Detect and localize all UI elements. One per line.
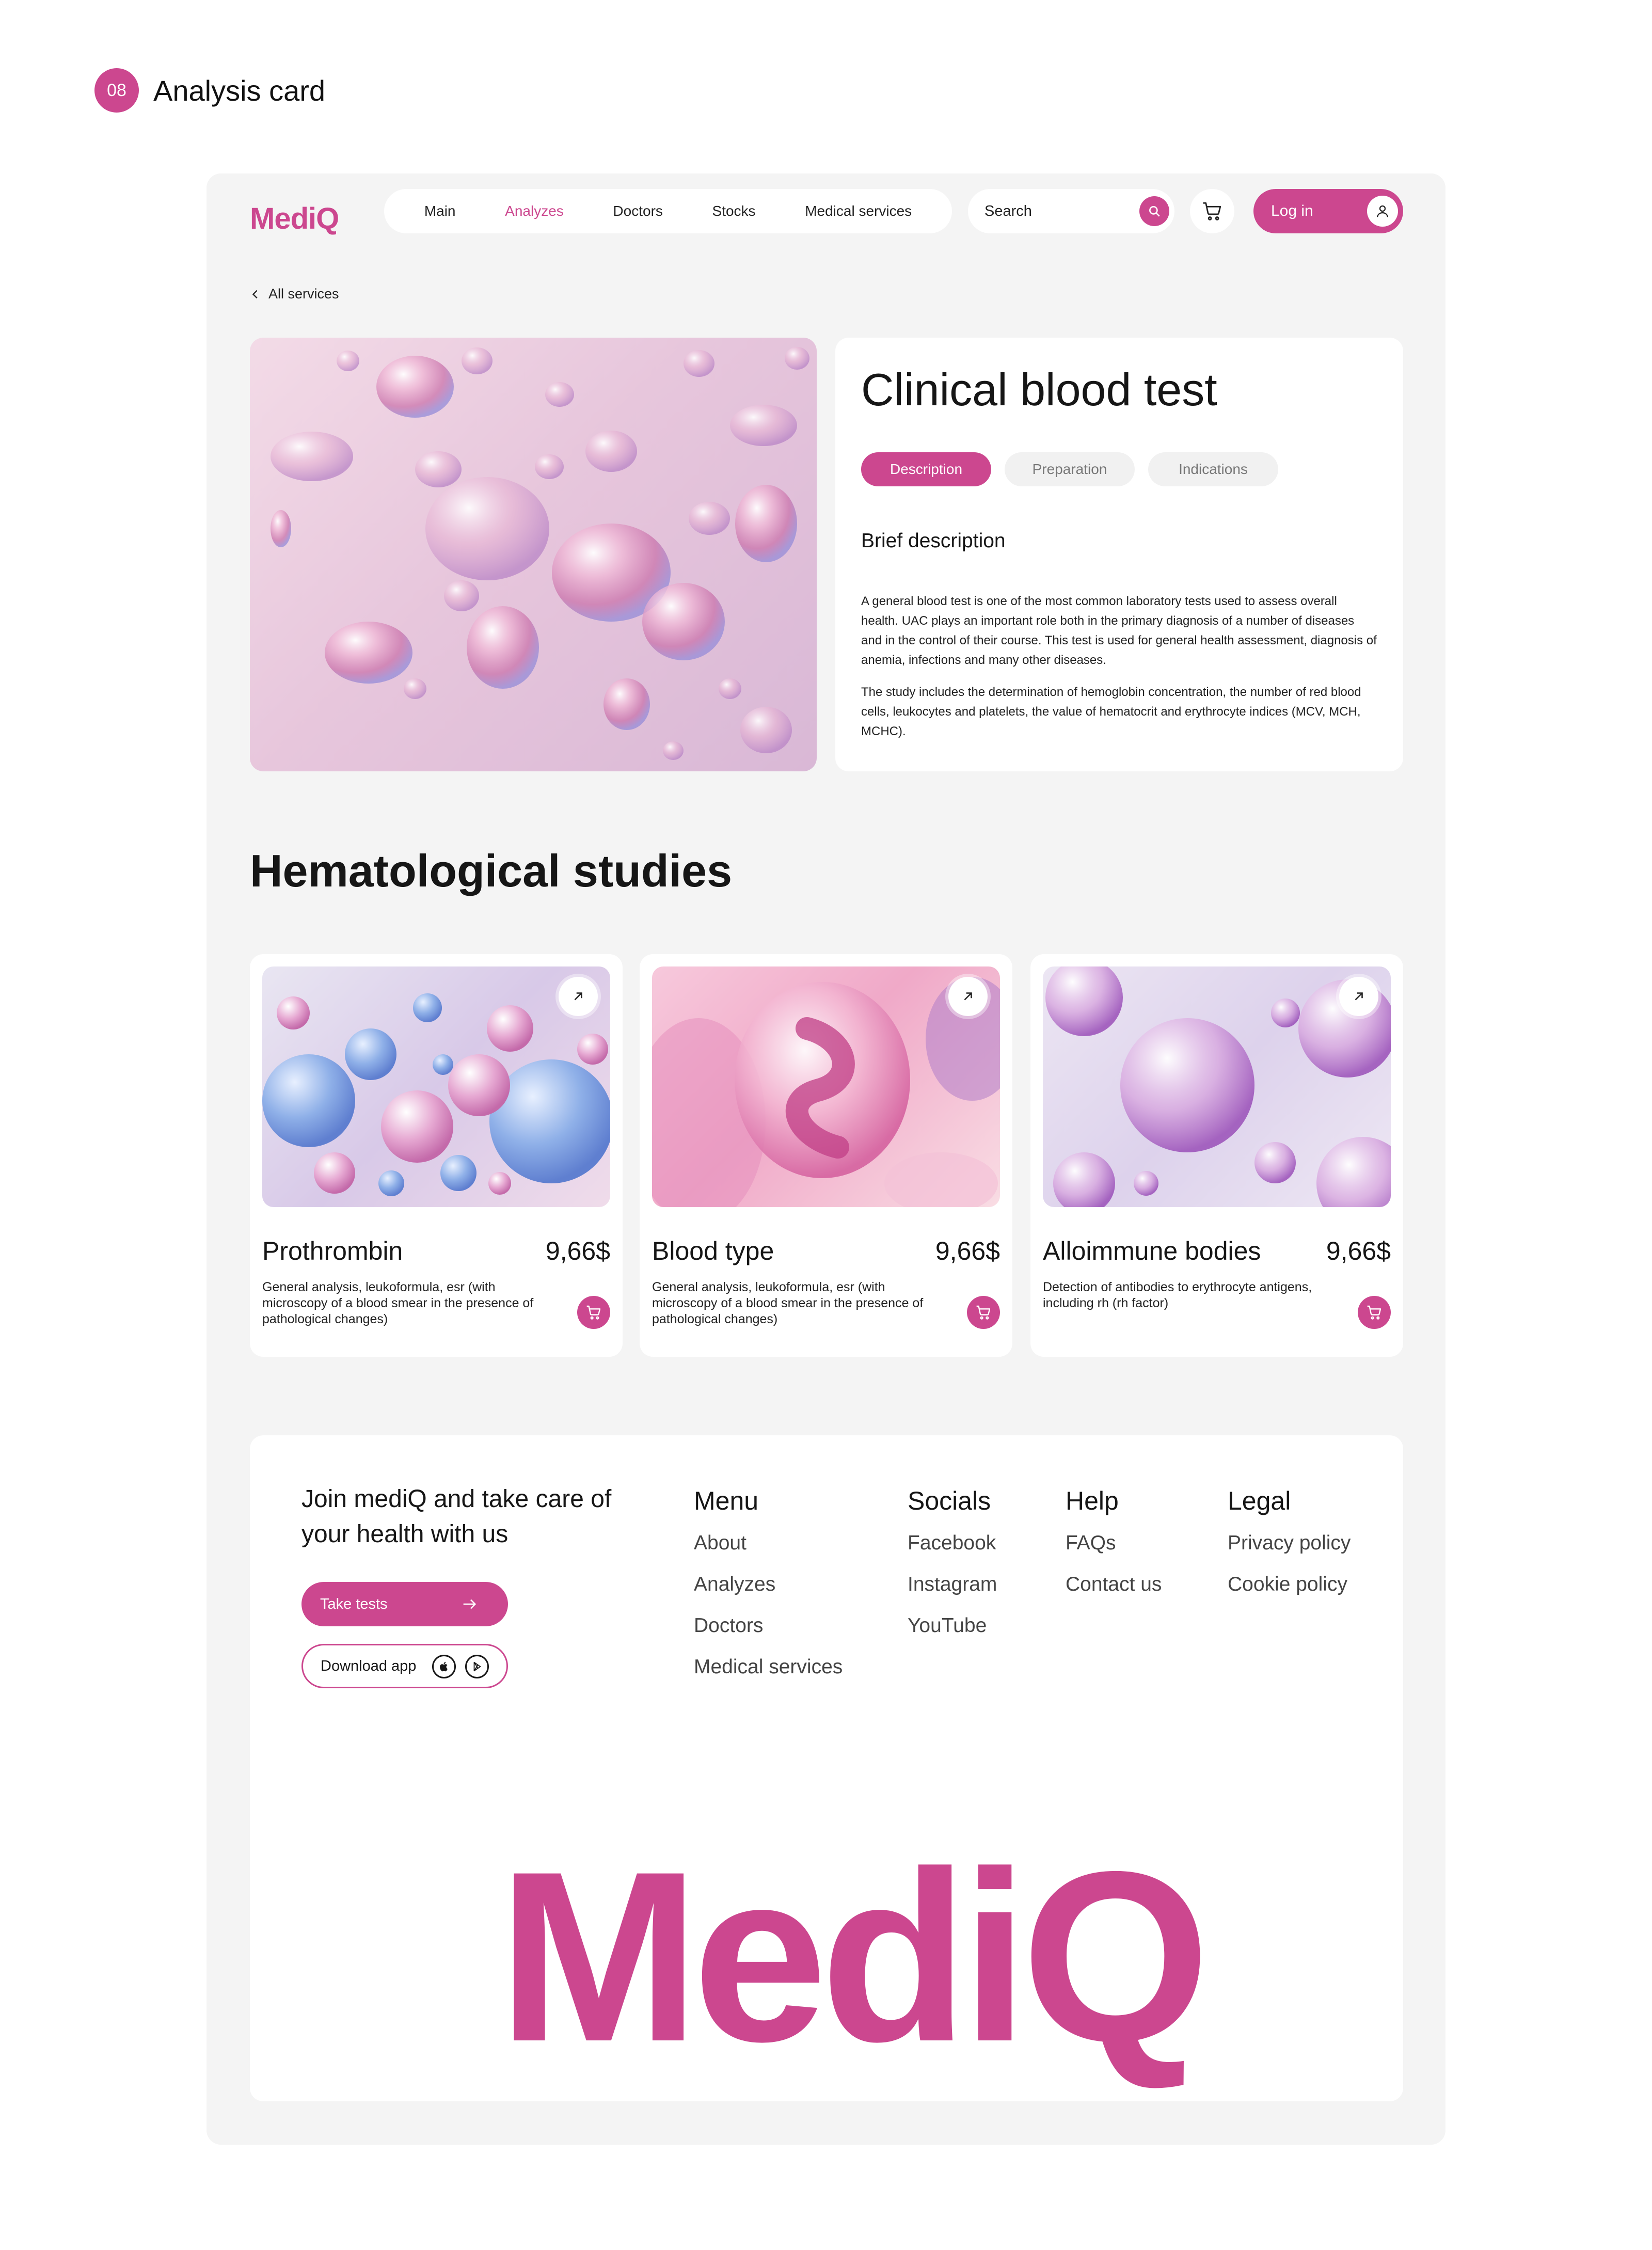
study-card-prothrombin[interactable] — [250, 954, 623, 1357]
add-to-cart-button[interactable] — [577, 1296, 610, 1329]
footer-column-help — [1066, 1486, 1162, 1615]
nav-item-medical-services[interactable]: Medical services — [805, 203, 912, 219]
footer-column-title: Menu — [694, 1486, 759, 1515]
main-nav — [384, 189, 952, 233]
cart-icon — [1366, 1304, 1383, 1321]
login-label: Log in — [1271, 202, 1313, 219]
description-card — [835, 338, 1403, 771]
footer-column-title: Socials — [908, 1486, 991, 1515]
footer-link-cookie-policy[interactable]: Cookie policy — [1228, 1573, 1347, 1595]
footer-column-title: Legal — [1228, 1486, 1291, 1515]
avatar — [1367, 196, 1398, 227]
study-description: General analysis, leukoformula, esr (with microscopy of a blood smear in the presence of pathological changes) — [652, 1280, 924, 1326]
footer-link-contact-us[interactable]: Contact us — [1066, 1573, 1162, 1595]
cart-icon — [1201, 200, 1223, 222]
study-card-blood-type[interactable] — [640, 954, 1012, 1357]
brief-description-text — [861, 592, 1377, 741]
page-title: Clinical blood test — [861, 364, 1217, 415]
study-name: Prothrombin — [262, 1237, 403, 1265]
tab-indications[interactable]: Indications — [1148, 452, 1278, 486]
section-title: Analysis card — [153, 74, 326, 107]
login-button[interactable] — [1253, 189, 1403, 233]
back-link[interactable] — [250, 286, 339, 302]
study-card-image — [1043, 966, 1391, 1207]
join-text: Join mediQ and take care of your health with us — [301, 1485, 612, 1548]
nav-item-main[interactable]: Main — [424, 203, 456, 219]
study-name: Blood type — [652, 1237, 774, 1265]
bubbles-illustration — [250, 338, 817, 771]
footer-link-faqs[interactable]: FAQs — [1066, 1532, 1116, 1554]
footer-column-title: Help — [1066, 1486, 1119, 1515]
study-name: Alloimmune bodies — [1043, 1237, 1261, 1265]
open-card-button[interactable] — [1339, 977, 1378, 1016]
search-bar — [968, 189, 1174, 233]
footer-link-medical-services[interactable]: Medical services — [694, 1656, 843, 1678]
add-to-cart-button[interactable] — [967, 1296, 1000, 1329]
footer-logo: MediQ — [498, 1821, 1203, 2092]
footer-column-legal — [1228, 1486, 1351, 1615]
nav-item-doctors[interactable]: Doctors — [613, 203, 663, 219]
cart-button[interactable] — [1190, 189, 1234, 233]
study-description: Detection of antibodies to erythrocyte antigens, including rh (rh factor) — [1043, 1280, 1312, 1310]
chevron-left-icon — [250, 289, 261, 300]
description-paragraph-2: The study includes the determination of hemoglobin concentration, the number of red blood cells, leukocytes and platelets, the value of hematocrit and erythrocyte indices (MCV, MCH, MCHC). — [861, 685, 1361, 738]
arrow-up-right-icon — [571, 990, 585, 1003]
cart-icon — [975, 1304, 992, 1321]
add-to-cart-button[interactable] — [1358, 1296, 1391, 1329]
take-tests-label: Take tests — [320, 1595, 388, 1612]
footer-column-menu — [694, 1486, 843, 1698]
section-label — [94, 68, 325, 113]
footer — [250, 1435, 1403, 2101]
footer-link-instagram[interactable]: Instagram — [908, 1573, 997, 1595]
study-card-image — [652, 966, 1000, 1207]
study-price: 9,66$ — [935, 1237, 1000, 1265]
nav-item-analyzes[interactable]: Analyzes — [505, 203, 564, 219]
studies-heading: Hematological studies — [250, 845, 733, 896]
study-price: 9,66$ — [545, 1237, 610, 1265]
footer-link-about[interactable]: About — [694, 1532, 746, 1554]
google-play-icon[interactable] — [465, 1655, 489, 1678]
study-price: 9,66$ — [1326, 1237, 1391, 1265]
hero-image — [250, 338, 817, 771]
footer-link-analyzes[interactable]: Analyzes — [694, 1573, 776, 1595]
take-tests-button[interactable] — [301, 1582, 508, 1626]
bubbles-illustration — [1043, 966, 1391, 1207]
arrow-up-right-icon — [1352, 990, 1365, 1003]
footer-link-facebook[interactable]: Facebook — [908, 1532, 996, 1554]
search-button[interactable] — [1139, 196, 1169, 226]
page-frame — [206, 173, 1446, 2145]
apple-icon[interactable] — [432, 1655, 456, 1678]
footer-link-privacy-policy[interactable]: Privacy policy — [1228, 1532, 1351, 1554]
footer-link-youtube[interactable]: YouTube — [908, 1614, 987, 1637]
open-card-button[interactable] — [559, 977, 598, 1016]
study-card-image — [262, 966, 610, 1207]
arrow-right-icon — [460, 1595, 478, 1613]
brief-description-title: Brief description — [861, 530, 1006, 552]
search-input[interactable] — [984, 203, 1129, 220]
search-icon — [1148, 204, 1161, 218]
download-app-button[interactable] — [301, 1644, 508, 1688]
cart-icon — [585, 1304, 602, 1321]
tab-description[interactable]: Description — [861, 452, 991, 486]
open-card-button[interactable] — [948, 977, 988, 1016]
footer-link-doctors[interactable]: Doctors — [694, 1614, 764, 1637]
description-paragraph-1: A general blood test is one of the most common laboratory tests used to assess overall health. UAC plays an important role both in the primary diagnosis of a number of diseases and in the control of their course. This test is used for general health assessment, diagnosis of anemia, infections and many other diseases. — [861, 594, 1377, 667]
back-label: All services — [268, 286, 339, 302]
user-icon — [1375, 203, 1390, 219]
tab-preparation[interactable]: Preparation — [1005, 452, 1135, 486]
arrow-up-right-icon — [961, 990, 975, 1003]
nav-item-stocks[interactable]: Stocks — [712, 203, 756, 219]
cells-illustration — [262, 966, 610, 1207]
download-app-label: Download app — [321, 1657, 417, 1674]
logo[interactable]: MediQ — [250, 202, 339, 235]
footer-column-socials — [908, 1486, 997, 1656]
cell-illustration — [652, 966, 1000, 1207]
study-description: General analysis, leukoformula, esr (with microscopy of a blood smear in the presence of pathological changes) — [262, 1280, 534, 1326]
section-number-badge: 08 — [94, 68, 139, 113]
tabs — [861, 452, 1278, 486]
study-card-alloimmune-bodies[interactable] — [1030, 954, 1403, 1357]
